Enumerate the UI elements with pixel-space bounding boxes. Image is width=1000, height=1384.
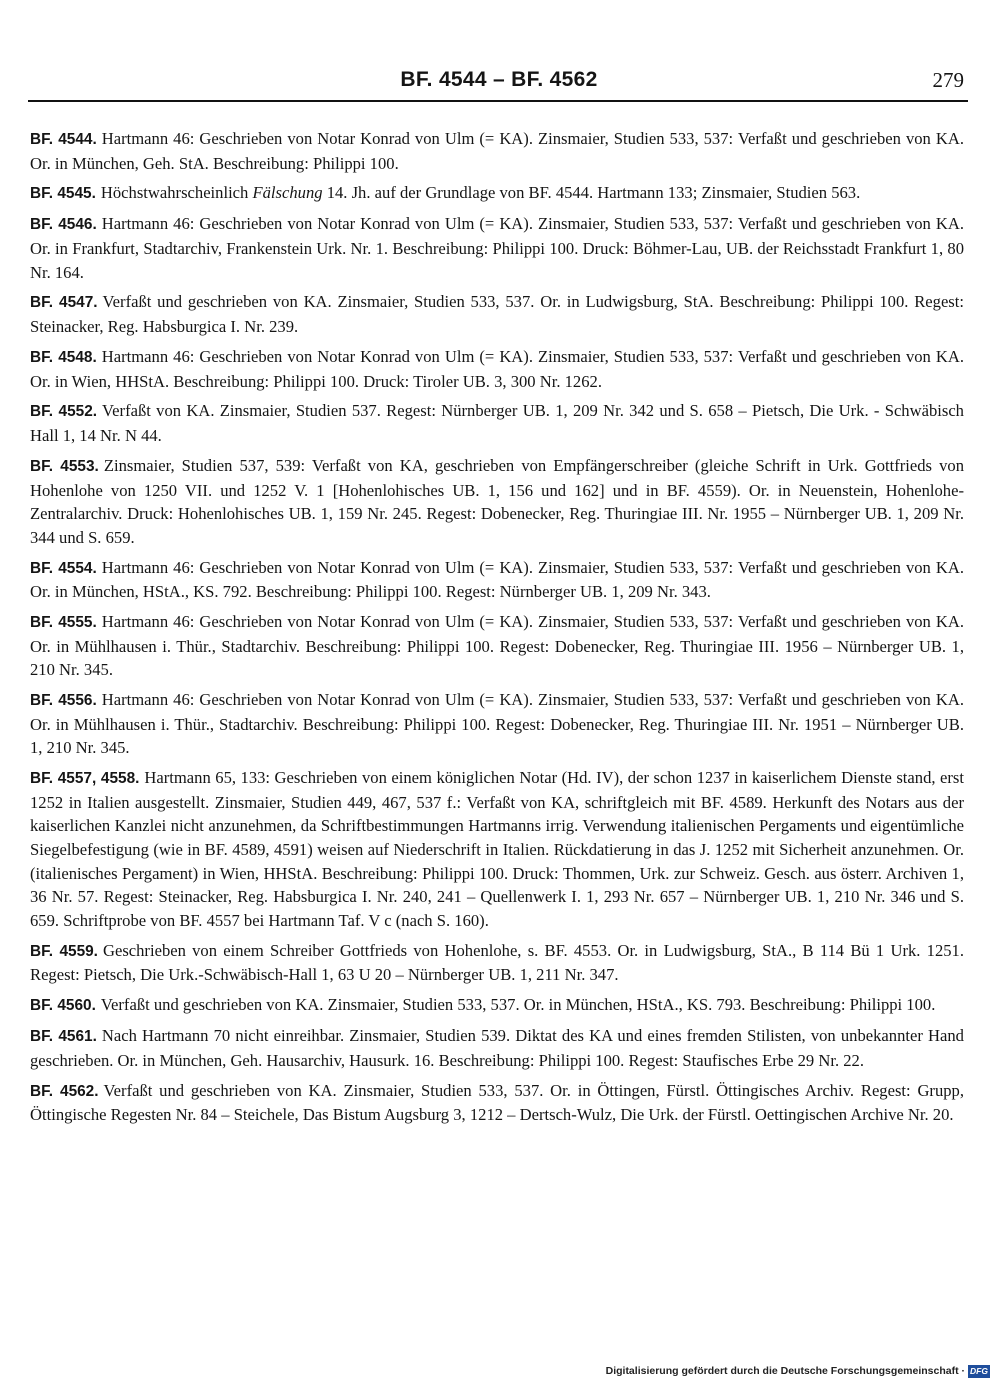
entry-text: Hartmann 46: Geschrieben von Notar Konrad von Ulm (= KA). Zinsmaier, Studien 533, 537: Verfaßt und geschrieben von KA. Or. in Wien, HHStA. Beschreibung: Philippi 100. Druck: Tiroler UB. 3, 300 Nr. 1262.: [30, 346, 964, 391]
entry-id: BF. 4559.: [30, 942, 98, 960]
entry-text: Nach Hartmann 70 nicht einreihbar. Zinsmaier, Studien 539. Diktat des KA und eines fremden Stilisten, von unbekannter Hand geschrieben. Or. in München, Geh. Hausarchiv, Hausurk. 16. Beschreibung: Philippi 100. Regest: Staufisches Erbe 29 Nr. 22.: [30, 1026, 964, 1070]
entry-id: BF. 4547.: [30, 294, 98, 312]
entry-list: [30, 127, 964, 1133]
entry-text: Hartmann 46: Geschrieben von Notar Konrad von Ulm (= KA). Zinsmaier, Studien 533, 537: Verfaßt und geschrieben von KA. Or. in Mühlhausen i. Thür., Stadtarchiv. Beschreibung: Philippi 100. Regest: Dobenecker, Reg. Thuringiae III. 1956 – Nürnberger UB. 1, 210 Nr. 345.: [30, 612, 964, 680]
entry: [30, 290, 964, 338]
entry: [30, 212, 964, 284]
entry: [30, 454, 964, 549]
entry-text: Hartmann 46: Geschrieben von Notar Konrad von Ulm (= KA). Zinsmaier, Studien 533, 537: Verfaßt und geschrieben von KA. Or. in München, HStA., KS. 792. Beschreibung: Philippi 100. Regest: Nürnberger UB. 1, 209 Nr. 343.: [30, 557, 964, 602]
page-header: [30, 68, 968, 100]
entry-text: Verfaßt und geschrieben von KA. Zinsmaier, Studien 533, 537. Or. in Ludwigsburg, StA. Beschreibung: Philippi 100. Regest: Steinacker, Reg. Habsburgica I. Nr. 239.: [30, 292, 964, 337]
entry-id: BF. 4554.: [30, 559, 97, 577]
entry-id: BF. 4553.: [30, 457, 99, 475]
entry: [30, 939, 964, 987]
footer: [606, 1363, 990, 1379]
entry: [30, 127, 964, 175]
entry-text: Hartmann 46: Geschrieben von Notar Konrad von Ulm (= KA). Zinsmaier, Studien 533, 537: Verfaßt und geschrieben von KA. Or. in Frankfurt, Stadtarchiv, Frankenstein Urk. Nr. 1. Beschreibung: Philippi 100. Druck: Böhmer-Lau, UB. der Reichsstadt Frankfurt 1, 80 Nr. 164.: [30, 214, 964, 282]
entry-text-continued: 14. Jh. auf der Grundlage von BF. 4544. Hartmann 133; Zinsmaier, Studien 563.: [322, 183, 861, 203]
entry-text: Hartmann 65, 133: Geschrieben von einem königlichen Notar (Hd. IV), der schon 1237 in kaiserlichem Dienste stand, erst 1252 in Italien ausgestellt. Zinsmaier, Studien 449, 467, 537 f.: Verfaßt von KA, schriftgleich mit BF. 4589. Herkunft des Notars aus der kaiserlichen Kanzlei nicht anzunehmen, da Schriftbestimmungen Hartmanns irrig. Verwendung italienischen Pergaments und eigentümliche Siegelbefestigung (wie in BF. 4589, 4591) weisen auf Niederschrift in Italien. Rückdatierung in das J. 1252 mit Sicherheit anzunehmen. Or. (italienisches Pergament) in Wien, HHStA. Beschreibung: Philippi 100. Druck: Thommen, Urk. zur Schweiz. Gesch. aus österr. Archiven 1, 36 Nr. 57. Regest: Steinacker, Reg. Habsburgica I. Nr. 240, 241 – Quellenwerk I. 1, 293 Nr. 657 – Nürnberger UB. 1, 210 Nr. 346 und S. 659. Schriftprobe von BF. 4557 bei Hartmann Taf. V c (nach S. 160).: [30, 768, 964, 930]
entry-text: Verfaßt und geschrieben von KA. Zinsmaier, Studien 533, 537. Or. in Öttingen, Fürstl. Öttingisches Archiv. Regest: Grupp, Öttingische Regesten Nr. 84 – Steichele, Das Bistum Augsburg 3, 1212 – Dertsch-Wulz, Die Urk. der Fürstl. Oettingischen Archive Nr. 20.: [30, 1080, 964, 1125]
dfg-logo-icon: DFG: [968, 1365, 990, 1378]
entry-italic-text: Fälschung: [252, 183, 323, 203]
entry-id: BF. 4544.: [30, 131, 97, 148]
entry: [30, 993, 964, 1018]
entry-id: BF. 4548.: [30, 348, 97, 366]
entry: [30, 1024, 964, 1072]
page-number: 279: [932, 68, 964, 92]
entry: [30, 766, 964, 932]
entry-text: Zinsmaier, Studien 537, 539: Verfaßt von KA, geschrieben von Empfängerschreiber (gleiche Schrift in Urk. Gottfrieds von Hohenlohe von 1250 VII. und 1252 V. 1 [Hohenlohisches UB. 1, 156 und 162] und in BF. 4559). Or. in Neuenstein, Hohenlohe-Zentralarchiv. Druck: Hohenlohisches UB. 1, 159 Nr. 245. Regest: Dobenecker, Reg. Thuringiae III. Nr. 1955 – Nürnberger UB. 1, 209 Nr. 344 und S. 659.: [30, 455, 964, 547]
header-rule: [28, 100, 968, 102]
entry: [30, 610, 964, 682]
entry-id: BF. 4562.: [30, 1082, 99, 1100]
entry-id: BF. 4560.: [30, 997, 96, 1015]
entry-text: Geschrieben von einem Schreiber Gottfrieds von Hohenlohe, s. BF. 4553. Or. in Ludwigsburg, StA., B 114 Bü 1 Urk. 1251. Regest: Pietsch, Die Urk.-Schwäbisch-Hall 1, 63 U 20 – Nürnberger UB. 1, 211 Nr. 347.: [30, 940, 964, 985]
entry-id: BF. 4546.: [30, 216, 97, 234]
entry-text: Verfaßt und geschrieben von KA. Zinsmaier, Studien 533, 537. Or. in München, HStA., KS. 793. Beschreibung: Philippi 100.: [100, 995, 936, 1015]
entry-id: BF. 4561.: [30, 1028, 97, 1046]
entry-text: Verfaßt von KA. Zinsmaier, Studien 537. Regest: Nürnberger UB. 1, 209 Nr. 342 und S. 658 – Pietsch, Die Urk. - Schwäbisch Hall 1, 14 Nr. N 44.: [30, 401, 964, 446]
entry-text: Hartmann 46: Geschrieben von Notar Konrad von Ulm (= KA). Zinsmaier, Studien 533, 537: Verfaßt und geschrieben von KA. Or. in München, Geh. StA. Beschreibung: Philippi 100.: [30, 129, 964, 173]
entry: [30, 399, 964, 447]
entry: [30, 345, 964, 393]
entry-id: BF. 4555.: [30, 614, 97, 632]
entry-id: BF. 4556.: [30, 692, 97, 710]
entry-id: BF. 4552.: [30, 403, 98, 421]
entry: [30, 688, 964, 760]
entry: [30, 556, 964, 604]
running-title: BF. 4544 – BF. 4562: [400, 68, 598, 91]
footer-text: Digitalisierung gefördert durch die Deutsche Forschungsgemeinschaft ·: [605, 1365, 965, 1377]
entry: [30, 1079, 964, 1127]
entry-text: Hartmann 46: Geschrieben von Notar Konrad von Ulm (= KA). Zinsmaier, Studien 533, 537: Verfaßt und geschrieben von KA. Or. in Mühlhausen i. Thür., Stadtarchiv. Beschreibung: Philippi 100. Regest: Dobenecker, Reg. Thuringiae III. Nr. 1951 – Nürnberger UB. 1, 210 Nr. 345.: [30, 690, 964, 758]
entry-id: BF. 4545.: [30, 185, 96, 203]
entry-text: Höchstwahrscheinlich: [100, 183, 253, 203]
entry: [30, 181, 964, 206]
entry-id: BF. 4557, 4558.: [30, 770, 140, 788]
